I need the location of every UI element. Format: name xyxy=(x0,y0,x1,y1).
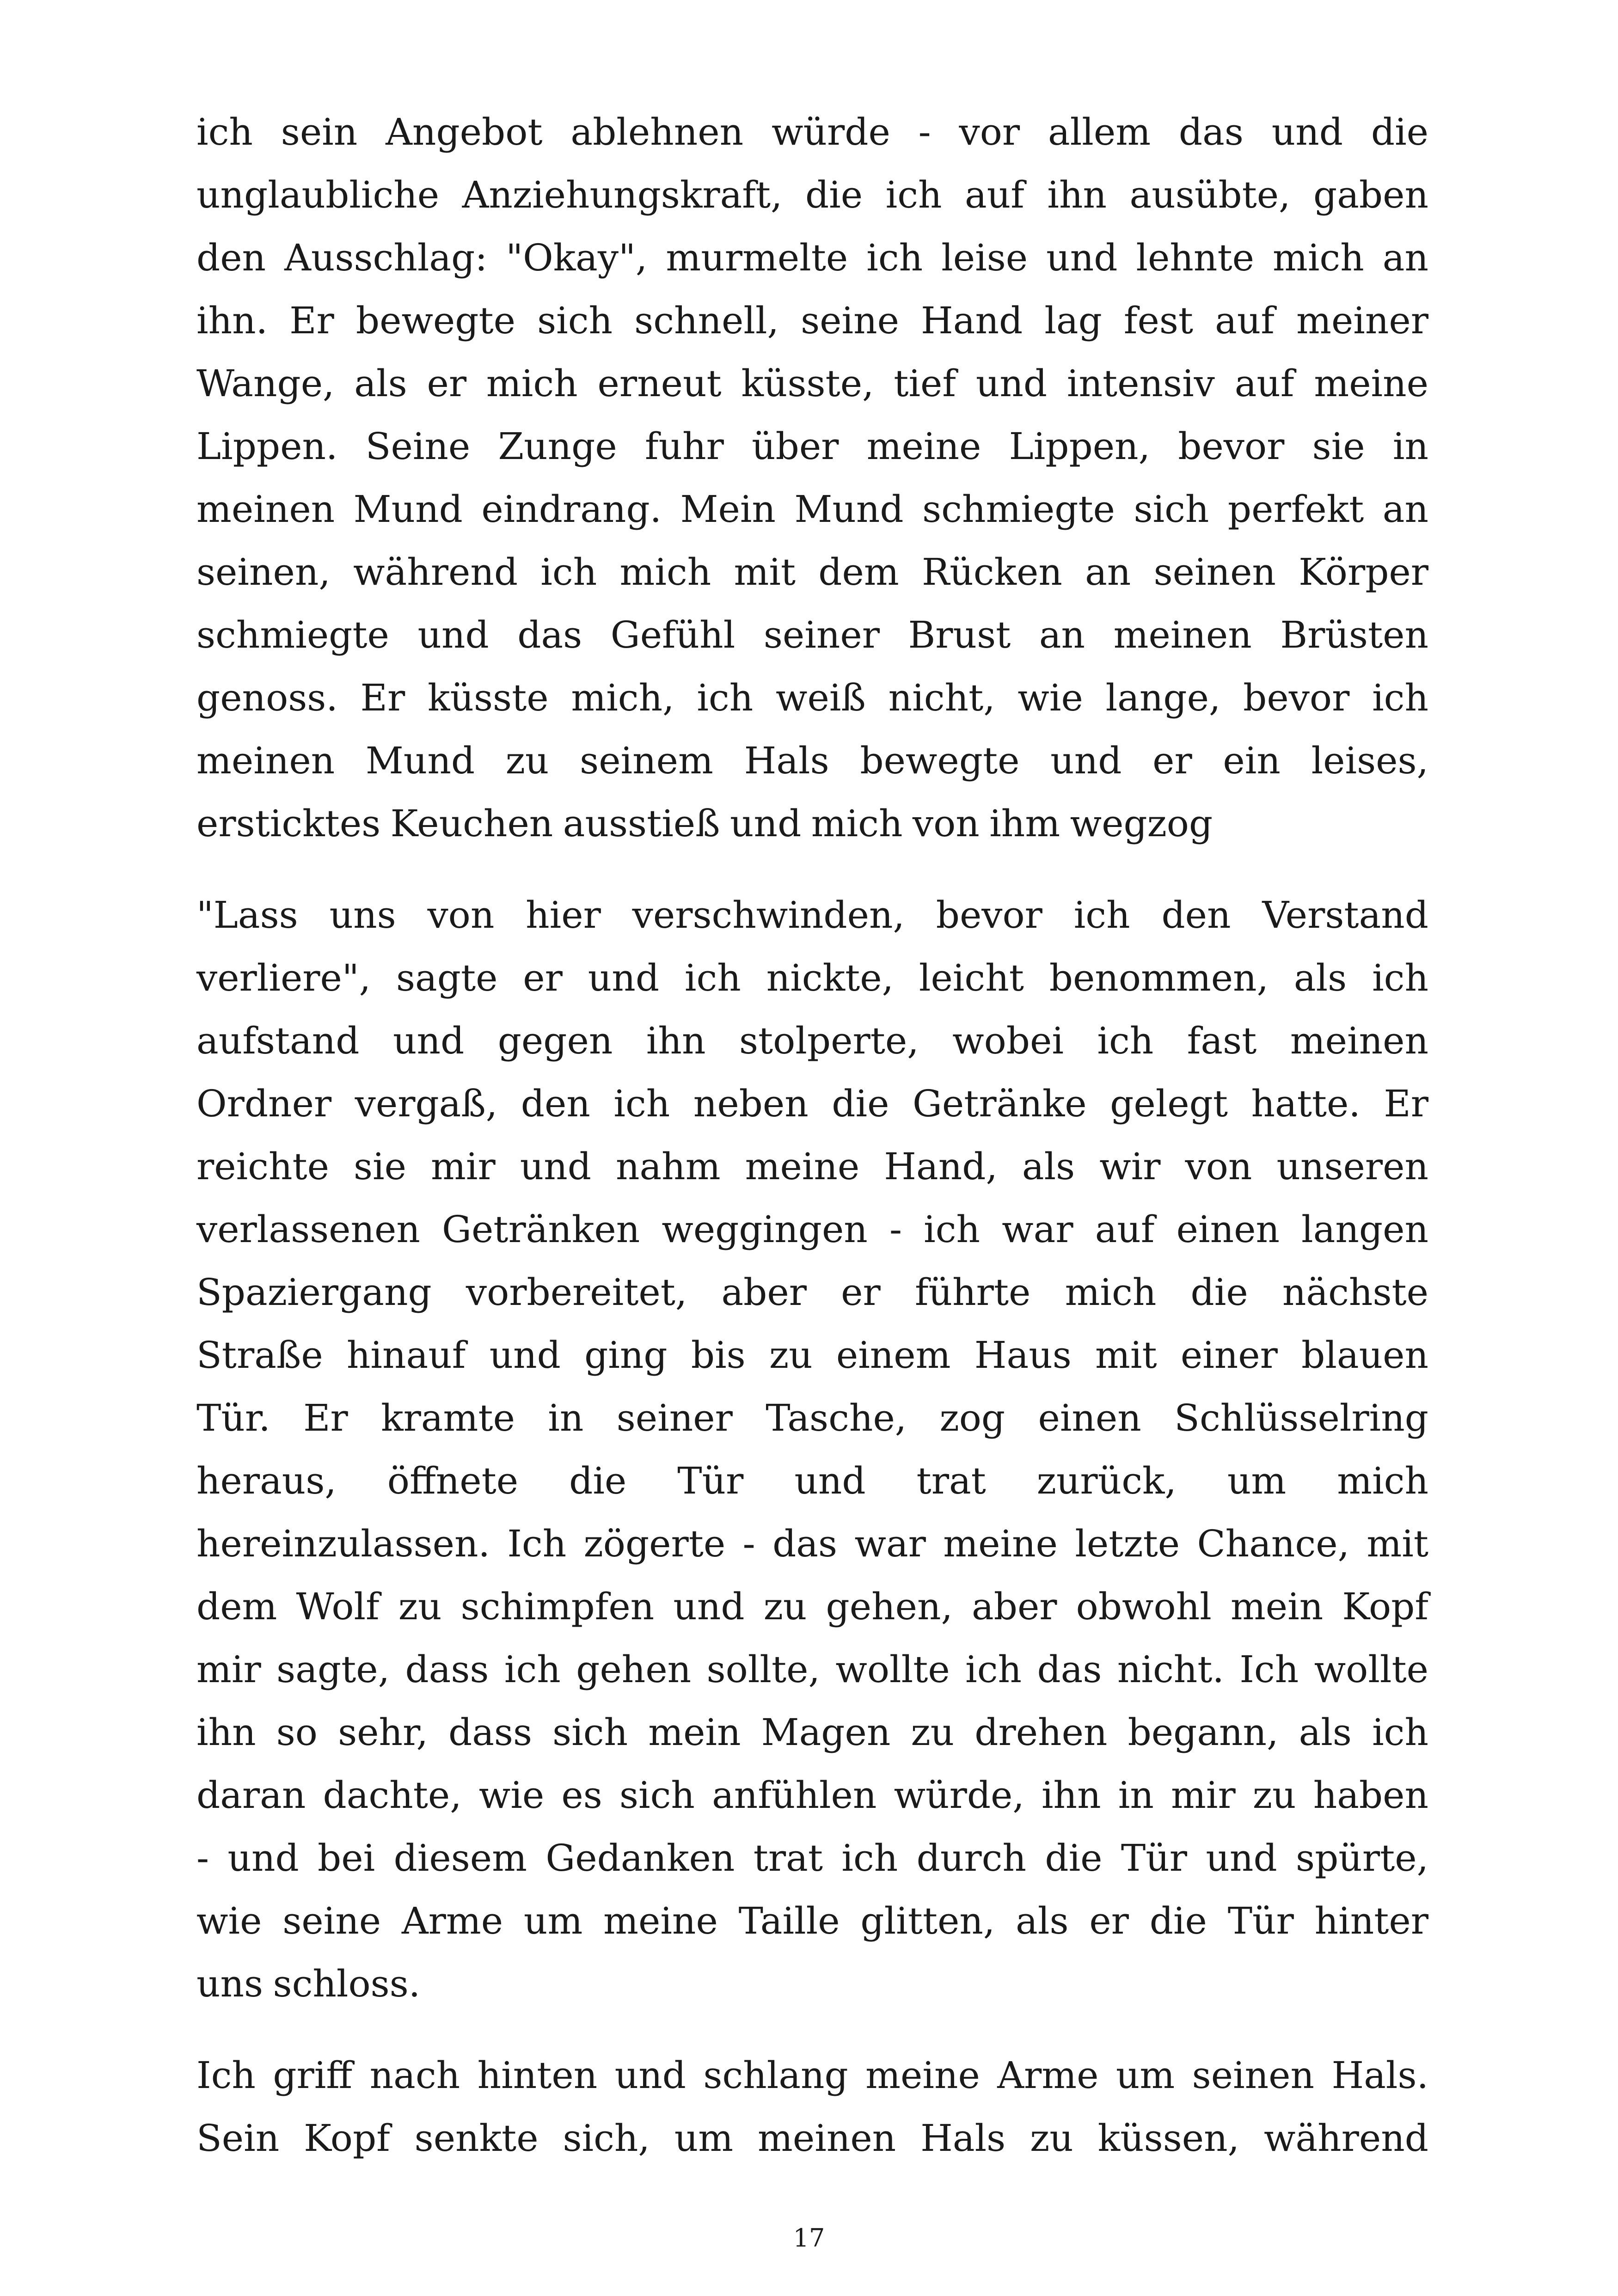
text-line: "Lass uns von hier verschwinden, bevor ich den Verstand xyxy=(196,894,1428,937)
text-line: reichte sie mir und nahm meine Hand, als wir von unseren xyxy=(196,1145,1428,1188)
text-line: uns schloss. xyxy=(196,1962,421,2005)
text-line: meinen Mund eindrang. Mein Mund schmiegte sich perfekt an xyxy=(196,488,1428,531)
text-line: wie seine Arme um meine Taille glitten, als er die Tür hinter xyxy=(196,1899,1428,1942)
text-line: Straße hinauf und ging bis zu einem Haus mit einer blauen xyxy=(196,1334,1428,1377)
text-line: aufstand und gegen ihn stolperte, wobei ich fast meinen xyxy=(196,1019,1428,1062)
text-line: verlassenen Getränken weggingen - ich war auf einen langen xyxy=(196,1208,1428,1251)
page-number: 17 xyxy=(793,2223,825,2253)
text-line: - und bei diesem Gedanken trat ich durch die Tür und spürte, xyxy=(196,1837,1428,1880)
paragraph-gap xyxy=(196,2015,1428,2044)
text-line: mir sagte, dass ich gehen sollte, wollte ich das nicht. Ich wollte xyxy=(196,1648,1428,1691)
text-line: ihn so sehr, dass sich mein Magen zu drehen begann, als ich xyxy=(196,1711,1428,1754)
text-line: genoss. Er küsste mich, ich weiß nicht, wie lange, bevor ich xyxy=(196,676,1428,719)
text-line: ihn. Er bewegte sich schnell, seine Hand lag fest auf meiner xyxy=(196,299,1428,342)
text-line: verliere", sagte er und ich nickte, leicht benommen, als ich xyxy=(196,956,1428,999)
text-line: seinen, während ich mich mit dem Rücken an seinen Körper xyxy=(196,551,1428,594)
text-line: meinen Mund zu seinem Hals bewegte und er ein leises, xyxy=(196,739,1428,782)
text-line: hereinzulassen. Ich zögerte - das war meine letzte Chance, mit xyxy=(196,1522,1428,1565)
text-line: schmiegte und das Gefühl seiner Brust an meinen Brüsten xyxy=(196,613,1428,656)
text-line: Ich griff nach hinten und schlang meine Arme um seinen Hals. xyxy=(196,2054,1428,2097)
text-line: Sein Kopf senkte sich, um meinen Hals zu küssen, während xyxy=(196,2117,1428,2160)
text-line: Ordner vergaß, den ich neben die Getränke gelegt hatte. Er xyxy=(196,1082,1428,1125)
text-line: heraus, öffnete die Tür und trat zurück, um mich xyxy=(196,1459,1428,1502)
text-line: daran dachte, wie es sich anfühlen würde, ihn in mir zu haben xyxy=(196,1774,1428,1817)
text-line: Wange, als er mich erneut küsste, tief und intensiv auf meine xyxy=(196,362,1428,405)
text-line: dem Wolf zu schimpfen und zu gehen, aber obwohl mein Kopf xyxy=(196,1585,1428,1628)
paragraph-gap xyxy=(196,855,1428,884)
text-line: Spaziergang vorbereitet, aber er führte mich die nächste xyxy=(196,1271,1428,1314)
text-line: ersticktes Keuchen ausstieß und mich von ihm wegzog xyxy=(196,802,1213,845)
text-line: Lippen. Seine Zunge fuhr über meine Lippen, bevor sie in xyxy=(196,425,1428,468)
text-line: Tür. Er kramte in seiner Tasche, zog einen Schlüsselring xyxy=(196,1396,1428,1439)
text-line: den Ausschlag: "Okay", murmelte ich leise und lehnte mich an xyxy=(196,236,1428,279)
text-line: unglaubliche Anziehungskraft, die ich auf ihn ausübte, gaben xyxy=(196,173,1428,216)
body-text xyxy=(196,101,1428,2170)
text-line: ich sein Angebot ablehnen würde - vor allem das und die xyxy=(196,110,1428,153)
